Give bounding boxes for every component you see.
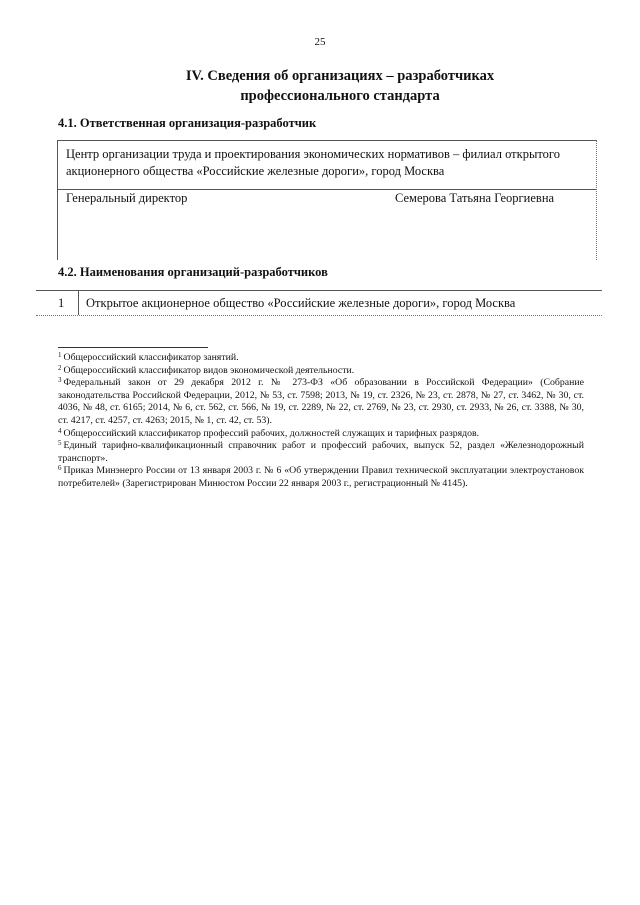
- footnote-mark: 1: [58, 351, 62, 359]
- footnote-mark: 5: [58, 439, 62, 448]
- footnote-1: [58, 352, 584, 365]
- responsible-org-table: [57, 140, 597, 260]
- footnote-mark: 4: [58, 426, 62, 435]
- director-name: Семерова Татьяна Георгиевна: [395, 191, 555, 205]
- footnote-6: [58, 465, 584, 490]
- footnote-text: Приказ Минэнерго России от 13 января 2003 г. № 6 «Об утверждении Правил технической эксплуатации электроустановок потребителей» (Зарегистрирован Минюстом России 22 января 2003 г., регистрационный № 4145).: [58, 465, 584, 489]
- developer-org-name: Открытое акционерное общество «Российские железные дороги», город Москва: [86, 296, 516, 310]
- table-row-divider: [58, 189, 596, 190]
- footnote-2: [58, 365, 584, 378]
- section-title: [60, 66, 620, 106]
- developer-org-number: 1: [58, 296, 65, 310]
- section-title-line-2: профессионального стандарта: [240, 88, 440, 104]
- responsible-org-name: Центр организации труда и проектирования экономических нормативов – филиал открытого акционерного общества «Российские железные дороги», город Москва: [66, 147, 560, 178]
- developer-orgs-table: [36, 290, 602, 316]
- footnote-text: Федеральный закон от 29 декабря 2012 г. № 273-ФЗ «Об образовании в Российской Федерации» (Собрание законодательства Российской Федерации, 2012, № 53, ст. 7598; 2013, № 19, ст. 2326, № 23, ст. 2878, № 27, ст. 3462, № 30, ст. 4036, № 48, ст. 6165; 2014, № 6, ст. 562, ст. 566, № 19, ст. 2289, № 22, ст. 2769, № 23, ст. 2930, ст. 2933, № 26, ст. 3388, № 30, ст. 4217, ст. 4257, ст. 4263; 2015, № 1, ст. 42, ст. 53).: [58, 377, 584, 426]
- footnote-4: [58, 428, 584, 441]
- footnote-mark: 6: [58, 464, 62, 473]
- footnote-text: Общероссийский классификатор профессий рабочих, должностей служащих и тарифных разрядов.: [63, 427, 480, 439]
- footnote-text: Общероссийский классификатор видов экономической деятельности.: [63, 364, 355, 376]
- footnote-separator: [58, 347, 208, 348]
- footnotes: [58, 352, 584, 491]
- footnote-5: [58, 440, 584, 465]
- section-title-line-1: IV. Сведения об организациях – разработчиках: [185, 68, 495, 84]
- footnote-mark: 3: [58, 376, 62, 385]
- footnote-mark: 2: [58, 363, 62, 372]
- footnote-text: Общероссийский классификатор занятий.: [63, 352, 239, 363]
- footnote-text: Единый тарифно-квалификационный справочник работ и профессий рабочих, выпуск 52, раздел «Железнодорожный транспорт».: [58, 440, 584, 464]
- director-position: Генеральный директор: [66, 191, 188, 205]
- page-number: 25: [314, 36, 326, 48]
- developer-orgs-heading: 4.2. Наименования организаций-разработчиков: [58, 265, 328, 279]
- responsible-org-heading: 4.1. Ответственная организация-разработчик: [58, 116, 317, 130]
- footnote-3: [58, 377, 584, 427]
- table-column-divider: [78, 291, 79, 315]
